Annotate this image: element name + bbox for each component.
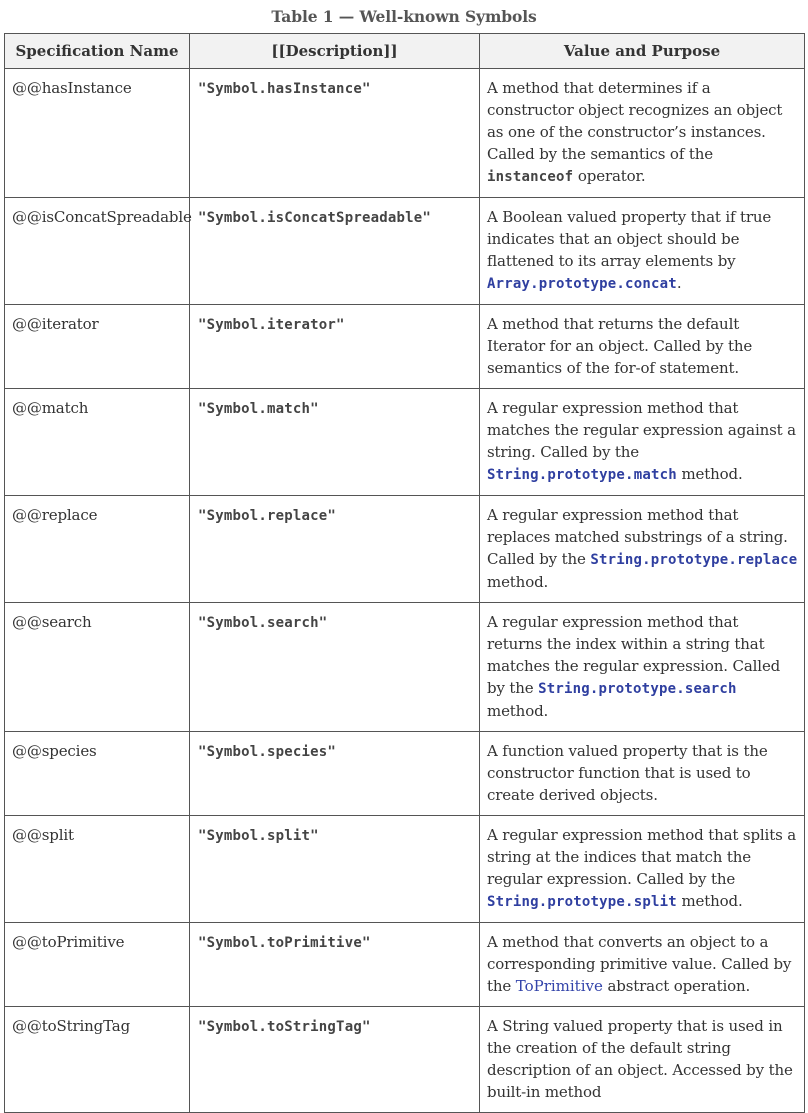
header-description: [[Description]] <box>190 34 480 69</box>
spec-name: @@toPrimitive <box>12 933 125 951</box>
method-reference-link[interactable]: String.prototype.split <box>487 894 677 910</box>
spec-name: @@hasInstance <box>12 79 132 97</box>
description-cell <box>190 69 480 198</box>
spec-name-cell <box>5 816 190 923</box>
spec-name-cell <box>5 732 190 816</box>
table-row <box>5 1007 805 1113</box>
method-reference-link[interactable]: String.prototype.search <box>538 681 737 697</box>
table-row <box>5 69 805 198</box>
purpose-text: method. <box>487 573 549 591</box>
description-cell <box>190 389 480 496</box>
spec-name: @@species <box>12 742 97 760</box>
description-cell <box>190 496 480 603</box>
purpose-text: A regular expression method that returns the index within a string that matches the regular expression. Called by the <box>487 613 781 697</box>
description-cell <box>190 816 480 923</box>
table-row <box>5 732 805 816</box>
purpose-text: A Boolean valued property that if true indicates that an object should be flattened to its array elements by <box>487 208 772 270</box>
value-and-purpose-cell <box>480 496 805 603</box>
value-and-purpose-cell <box>480 389 805 496</box>
value-and-purpose-cell <box>480 732 805 816</box>
purpose-text: A regular expression method that matches the regular expression against a string. Called by the <box>487 399 796 461</box>
well-known-symbols-table <box>4 33 805 1113</box>
purpose-text: A regular expression method that splits a string at the indices that match the regular expression. Called by the <box>487 826 797 888</box>
description-cell <box>190 732 480 816</box>
table-row <box>5 496 805 603</box>
symbol-description: "Symbol.split" <box>198 828 319 844</box>
table-row <box>5 389 805 496</box>
symbol-description: "Symbol.toPrimitive" <box>198 935 371 951</box>
value-and-purpose-cell <box>480 603 805 732</box>
symbol-description: "Symbol.iterator" <box>198 317 345 333</box>
purpose-text: A String valued property that is used in the creation of the default string description of an object. Accessed by the built-in method <box>487 1017 793 1101</box>
purpose-text: method. <box>676 465 743 483</box>
purpose-text: A method that converts an object to a corresponding primitive value. Called by the <box>487 933 792 995</box>
purpose-text: A method that determines if a constructor object recognizes an object as one of the constructor’s instances. Called by the semantics of the <box>487 79 783 163</box>
spec-name: @@toStringTag <box>12 1017 131 1035</box>
value-and-purpose-cell <box>480 198 805 305</box>
header-value-and-purpose: Value and Purpose <box>480 34 805 69</box>
spec-name-cell <box>5 603 190 732</box>
symbol-description: "Symbol.match" <box>198 401 319 417</box>
symbol-description: "Symbol.hasInstance" <box>198 81 371 97</box>
method-reference-link[interactable]: String.prototype.match <box>487 467 677 483</box>
table-caption: Table 1 — Well-known Symbols <box>271 7 537 26</box>
symbol-description: "Symbol.search" <box>198 615 328 631</box>
value-and-purpose-cell <box>480 1007 805 1113</box>
purpose-text: abstract operation. <box>602 977 751 995</box>
spec-name: @@iterator <box>12 315 99 333</box>
symbol-description: "Symbol.toStringTag" <box>198 1019 371 1035</box>
purpose-text: operator. <box>573 167 646 185</box>
purpose-text: method. <box>487 702 549 720</box>
value-and-purpose-cell <box>480 305 805 389</box>
spec-name: @@isConcatSpreadable <box>12 208 192 226</box>
spec-name-cell <box>5 389 190 496</box>
table-header-row <box>5 34 805 69</box>
method-reference-link[interactable]: Array.prototype.concat <box>487 276 677 292</box>
spec-name-cell <box>5 923 190 1007</box>
table-row <box>5 198 805 305</box>
purpose-text: . <box>676 274 682 292</box>
purpose-text: A method that returns the default Iterator for an object. Called by the semantics of the for-of statement. <box>487 315 753 377</box>
purpose-text: method. <box>676 892 743 910</box>
description-cell <box>190 305 480 389</box>
inline-code: instanceof <box>487 169 574 185</box>
spec-name: @@search <box>12 613 92 631</box>
value-and-purpose-cell <box>480 816 805 923</box>
spec-name-cell <box>5 198 190 305</box>
table-row <box>5 305 805 389</box>
spec-name-cell <box>5 69 190 198</box>
spec-name-cell <box>5 305 190 389</box>
value-and-purpose-cell <box>480 69 805 198</box>
method-reference-link[interactable]: String.prototype.replace <box>590 552 798 568</box>
spec-name: @@split <box>12 826 74 844</box>
spec-name-cell <box>5 1007 190 1113</box>
spec-name: @@match <box>12 399 89 417</box>
table-body <box>5 69 805 1113</box>
purpose-text: A regular expression method that replaces matched substrings of a string. Called by the <box>487 506 788 568</box>
description-cell <box>190 603 480 732</box>
purpose-text: A function valued property that is the constructor function that is used to create derived objects. <box>487 742 768 804</box>
symbol-description: "Symbol.isConcatSpreadable" <box>198 210 431 226</box>
spec-name: @@replace <box>12 506 98 524</box>
operation-reference-link[interactable]: ToPrimitive <box>515 977 603 995</box>
description-cell <box>190 198 480 305</box>
document-page <box>4 0 804 1113</box>
symbol-description: "Symbol.replace" <box>198 508 337 524</box>
table-row <box>5 923 805 1007</box>
value-and-purpose-cell <box>480 923 805 1007</box>
table-row <box>5 603 805 732</box>
spec-name-cell <box>5 496 190 603</box>
header-specification-name: Specification Name <box>5 34 190 69</box>
description-cell <box>190 1007 480 1113</box>
table-row <box>5 816 805 923</box>
description-cell <box>190 923 480 1007</box>
symbol-description: "Symbol.species" <box>198 744 337 760</box>
